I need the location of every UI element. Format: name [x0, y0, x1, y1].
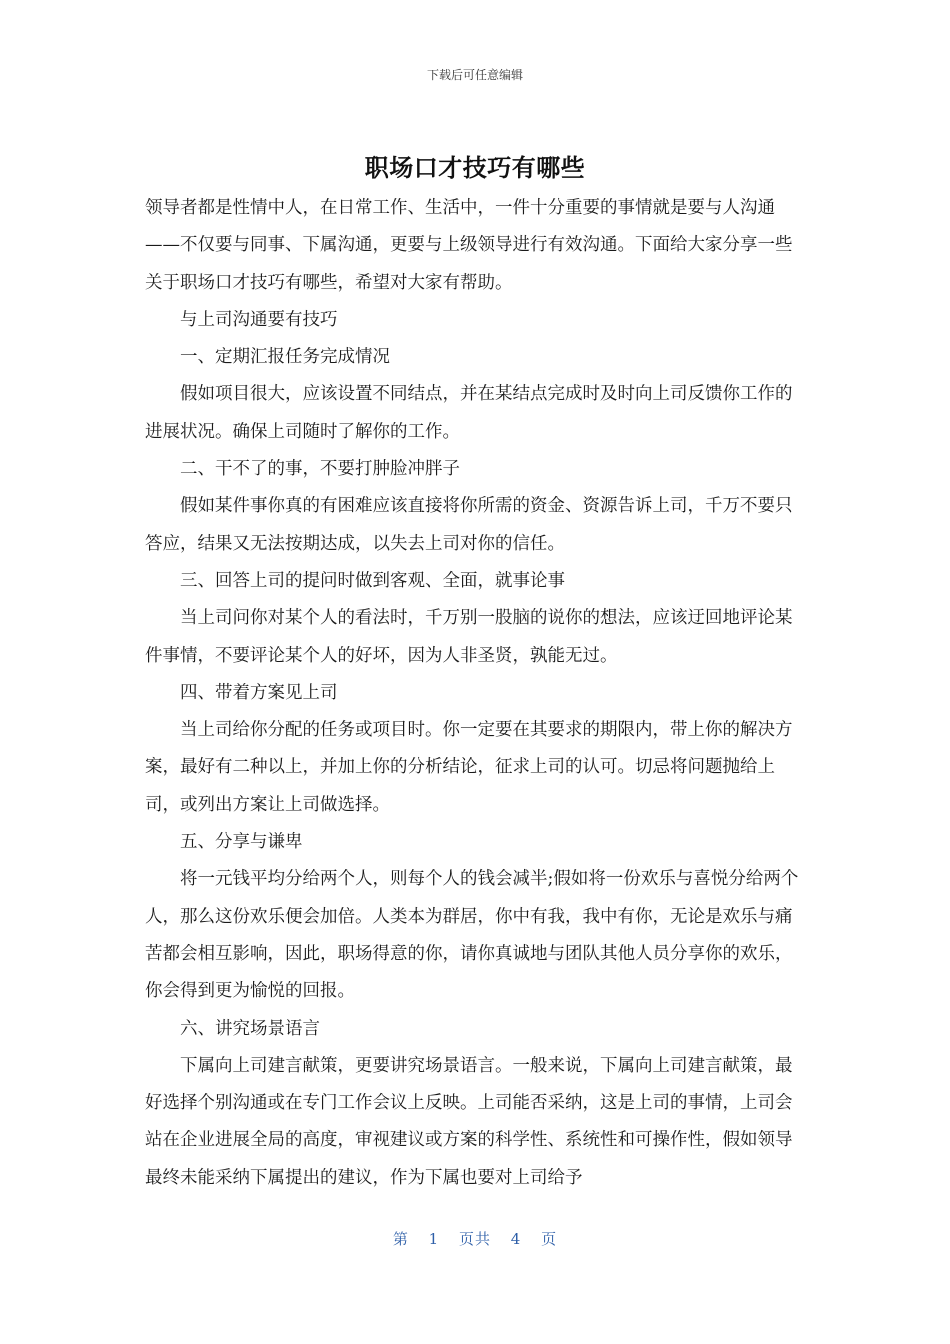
document-title: 职场口才技巧有哪些	[364, 154, 586, 182]
body-paragraph: 当上司给你分配的任务或项目时。你一定要在其要求的期限内，带上你的解决方案，最好有二种以上，并加上你的分析结论，征求上司的认可。切忌将问题抛给上司，或列出方案让上司做选择。	[145, 720, 793, 815]
header-note: 下载后可任意编辑	[426, 68, 523, 82]
point-heading: 三、回答上司的提问时做到客观、全面，就事论事	[180, 570, 565, 591]
intro-paragraph: 领导者都是性情中人，在日常工作、生活中，一件十分重要的事情就是要与人沟通——不仅要与同事、下属沟通，更要与上级领导进行有效沟通。下面给大家分享一些关于职场口才技巧有哪些，希望对大家有帮助。	[145, 198, 793, 293]
point-heading: 五、分享与谦卑	[180, 832, 303, 853]
section-heading: 与上司沟通要有技巧	[180, 309, 338, 330]
body-paragraph: 下属向上司建言献策，更要讲究场景语言。一般来说，下属向上司建言献策，最好选择个别沟通或在专门工作会议上反映。上司能否采纳，这是上司的事情，上司会站在企业进展全局的高度，审视建议或方案的科学性、系统性和可操作性，假如领导最终未能采纳下属提出的建议，作为下属也要对上司给予	[145, 1055, 793, 1188]
point-heading: 四、带着方案见上司	[180, 682, 338, 703]
document-body	[145, 190, 805, 1197]
point-heading: 一、定期汇报任务完成情况	[180, 347, 390, 368]
body-paragraph: 假如某件事你真的有困难应该直接将你所需的资金、资源告诉上司，千万不要只答应，结果又无法按期达成，以失去上司对你的信任。	[145, 496, 793, 554]
body-paragraph: 当上司问你对某个人的看法时，千万别一股脑的说你的想法，应该迂回地评论某件事情，不要评论某个人的好坏，因为人非圣贤，孰能无过。	[145, 608, 793, 666]
body-paragraph: 假如项目很大，应该设置不同结点，并在某结点完成时及时向上司反馈你工作的进展状况。确保上司随时了解你的工作。	[145, 384, 793, 442]
body-paragraph: 将一元钱平均分给两个人，则每个人的钱会减半;假如将一份欢乐与喜悦分给两个人，那么这份欢乐便会加倍。人类本为群居，你中有我，我中有你，无论是欢乐与痛苦都会相互影响，因此，职场得意的你，请你真诚地与团队其他人员分享你的欢乐，你会得到更为愉悦的回报。	[145, 869, 799, 1002]
page-number: 第 1 页共 4 页	[392, 1230, 558, 1248]
point-heading: 六、讲究场景语言	[180, 1018, 320, 1039]
point-heading: 二、干不了的事，不要打肿脸冲胖子	[180, 459, 460, 480]
